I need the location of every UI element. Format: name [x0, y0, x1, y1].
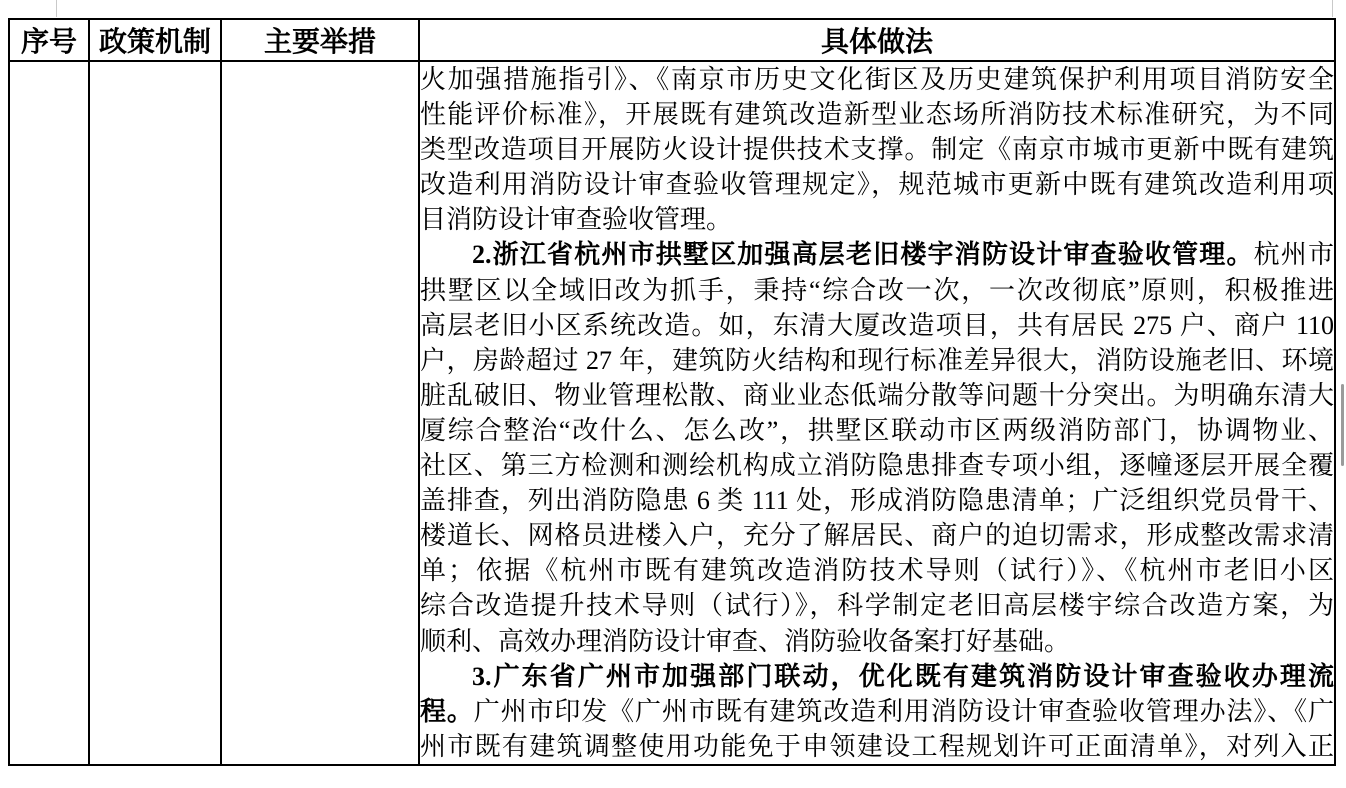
scrollbar-thumb[interactable]	[1341, 384, 1344, 466]
table-header-row	[9, 19, 1335, 61]
text-segment: 厦综合整治“改什么、怎么改”，拱墅区联动市区两级消防部门，协调物业、	[420, 415, 1334, 445]
policy-table	[8, 18, 1336, 766]
table-body-row	[9, 61, 1335, 765]
text-line	[420, 273, 1334, 308]
text-line	[420, 694, 1334, 729]
text-segment: 脏乱破旧、物业管理松散、商业业态低端分散等问题十分突出。为明确东清大	[420, 380, 1334, 410]
text-line	[420, 448, 1334, 483]
text-line	[420, 553, 1334, 588]
text-segment: 杭州市	[1253, 240, 1334, 270]
text-line	[420, 378, 1334, 413]
text-segment: 类型改造项目开展防火设计提供技术支撑。制定《南京市城市更新中既有建筑	[420, 135, 1334, 165]
policy-mechanism-cell[interactable]	[89, 61, 221, 765]
text-segment: 盖排查，列出消防隐患 6 类 111 处，形成消防隐患清单；广泛组织党员骨干、	[420, 486, 1334, 516]
text-segment: 综合改造提升技术导则（试行）》，科学制定老旧高层楼宇综合改造方案，为	[420, 591, 1334, 621]
text-line	[420, 483, 1334, 518]
text-line	[420, 343, 1334, 378]
header-policy-mechanism: 政策机制	[89, 19, 221, 61]
text-line	[420, 624, 1334, 659]
serial-number-cell[interactable]	[9, 61, 89, 765]
text-segment: 社区、第三方检测和测绘机构成立消防隐患排查专项小组，逐幢逐层开展全覆	[420, 451, 1334, 481]
text-segment: 广州市印发《广州市既有建筑改造利用消防设计审查验收管理办法》、《广	[473, 696, 1334, 726]
text-line	[420, 62, 1334, 97]
bold-text-segment: 2.浙江省杭州市拱墅区加强高层老旧楼宇消防设计审查验收管理。	[472, 240, 1254, 270]
text-segment: 拱墅区以全域旧改为抓手，秉持“综合改一次，一次改彻底”原则，积极推进	[420, 275, 1334, 305]
text-line	[420, 518, 1334, 553]
specific-practices-text	[420, 62, 1334, 764]
text-line	[420, 167, 1334, 202]
text-line	[420, 588, 1334, 623]
previous-row-border-right	[1332, 0, 1333, 17]
main-measures-cell[interactable]	[221, 61, 419, 765]
bold-text-segment: 程。	[420, 696, 474, 726]
text-segment: 改造利用消防设计审查验收管理规定》，规范城市更新中既有建筑改造利用项	[420, 170, 1334, 200]
text-line	[420, 308, 1334, 343]
text-segment: 高层老旧小区系统改造。如，东清大厦改造项目，共有居民 275 户、商户 110	[420, 310, 1334, 340]
header-serial-number: 序号	[9, 19, 89, 61]
text-line	[420, 413, 1334, 448]
text-segment: 目消防设计审查验收管理。	[420, 205, 733, 235]
text-segment: 火加强措施指引》、《南京市历史文化街区及历史建筑保护利用项目消防安全	[420, 65, 1334, 94]
text-segment: 户，房龄超过 27 年，建筑防火结构和现行标准差异很大，消防设施老旧、环境	[420, 345, 1334, 375]
header-specific-practices: 具体做法	[419, 19, 1335, 61]
bold-text-segment: 3.广东省广州市加强部门联动，优化既有建筑消防设计审查验收办理流	[472, 661, 1334, 691]
text-segment: 单；依据《杭州市既有建筑改造消防技术导则（试行）》、《杭州市老旧小区	[420, 556, 1334, 586]
text-line	[420, 237, 1334, 272]
previous-row-border-left	[56, 0, 57, 17]
text-line	[420, 97, 1334, 132]
specific-practices-cell[interactable]	[419, 61, 1335, 765]
text-line	[420, 132, 1334, 167]
text-line	[420, 659, 1334, 694]
text-line	[420, 729, 1334, 764]
text-segment: 顺利、高效办理消防设计审查、消防验收备案打好基础。	[420, 626, 1071, 656]
text-segment: 楼道长、网格员进楼入户，充分了解居民、商户的迫切需求，形成整改需求清	[420, 521, 1334, 551]
text-line	[420, 202, 1334, 237]
text-segment: 州市既有建筑调整使用功能免于申领建设工程规划许可正面清单》，对列入正	[420, 731, 1334, 761]
header-main-measures: 主要举措	[221, 19, 419, 61]
text-segment: 性能评价标准》，开展既有建筑改造新型业态场所消防技术标准研究，为不同	[420, 100, 1334, 130]
